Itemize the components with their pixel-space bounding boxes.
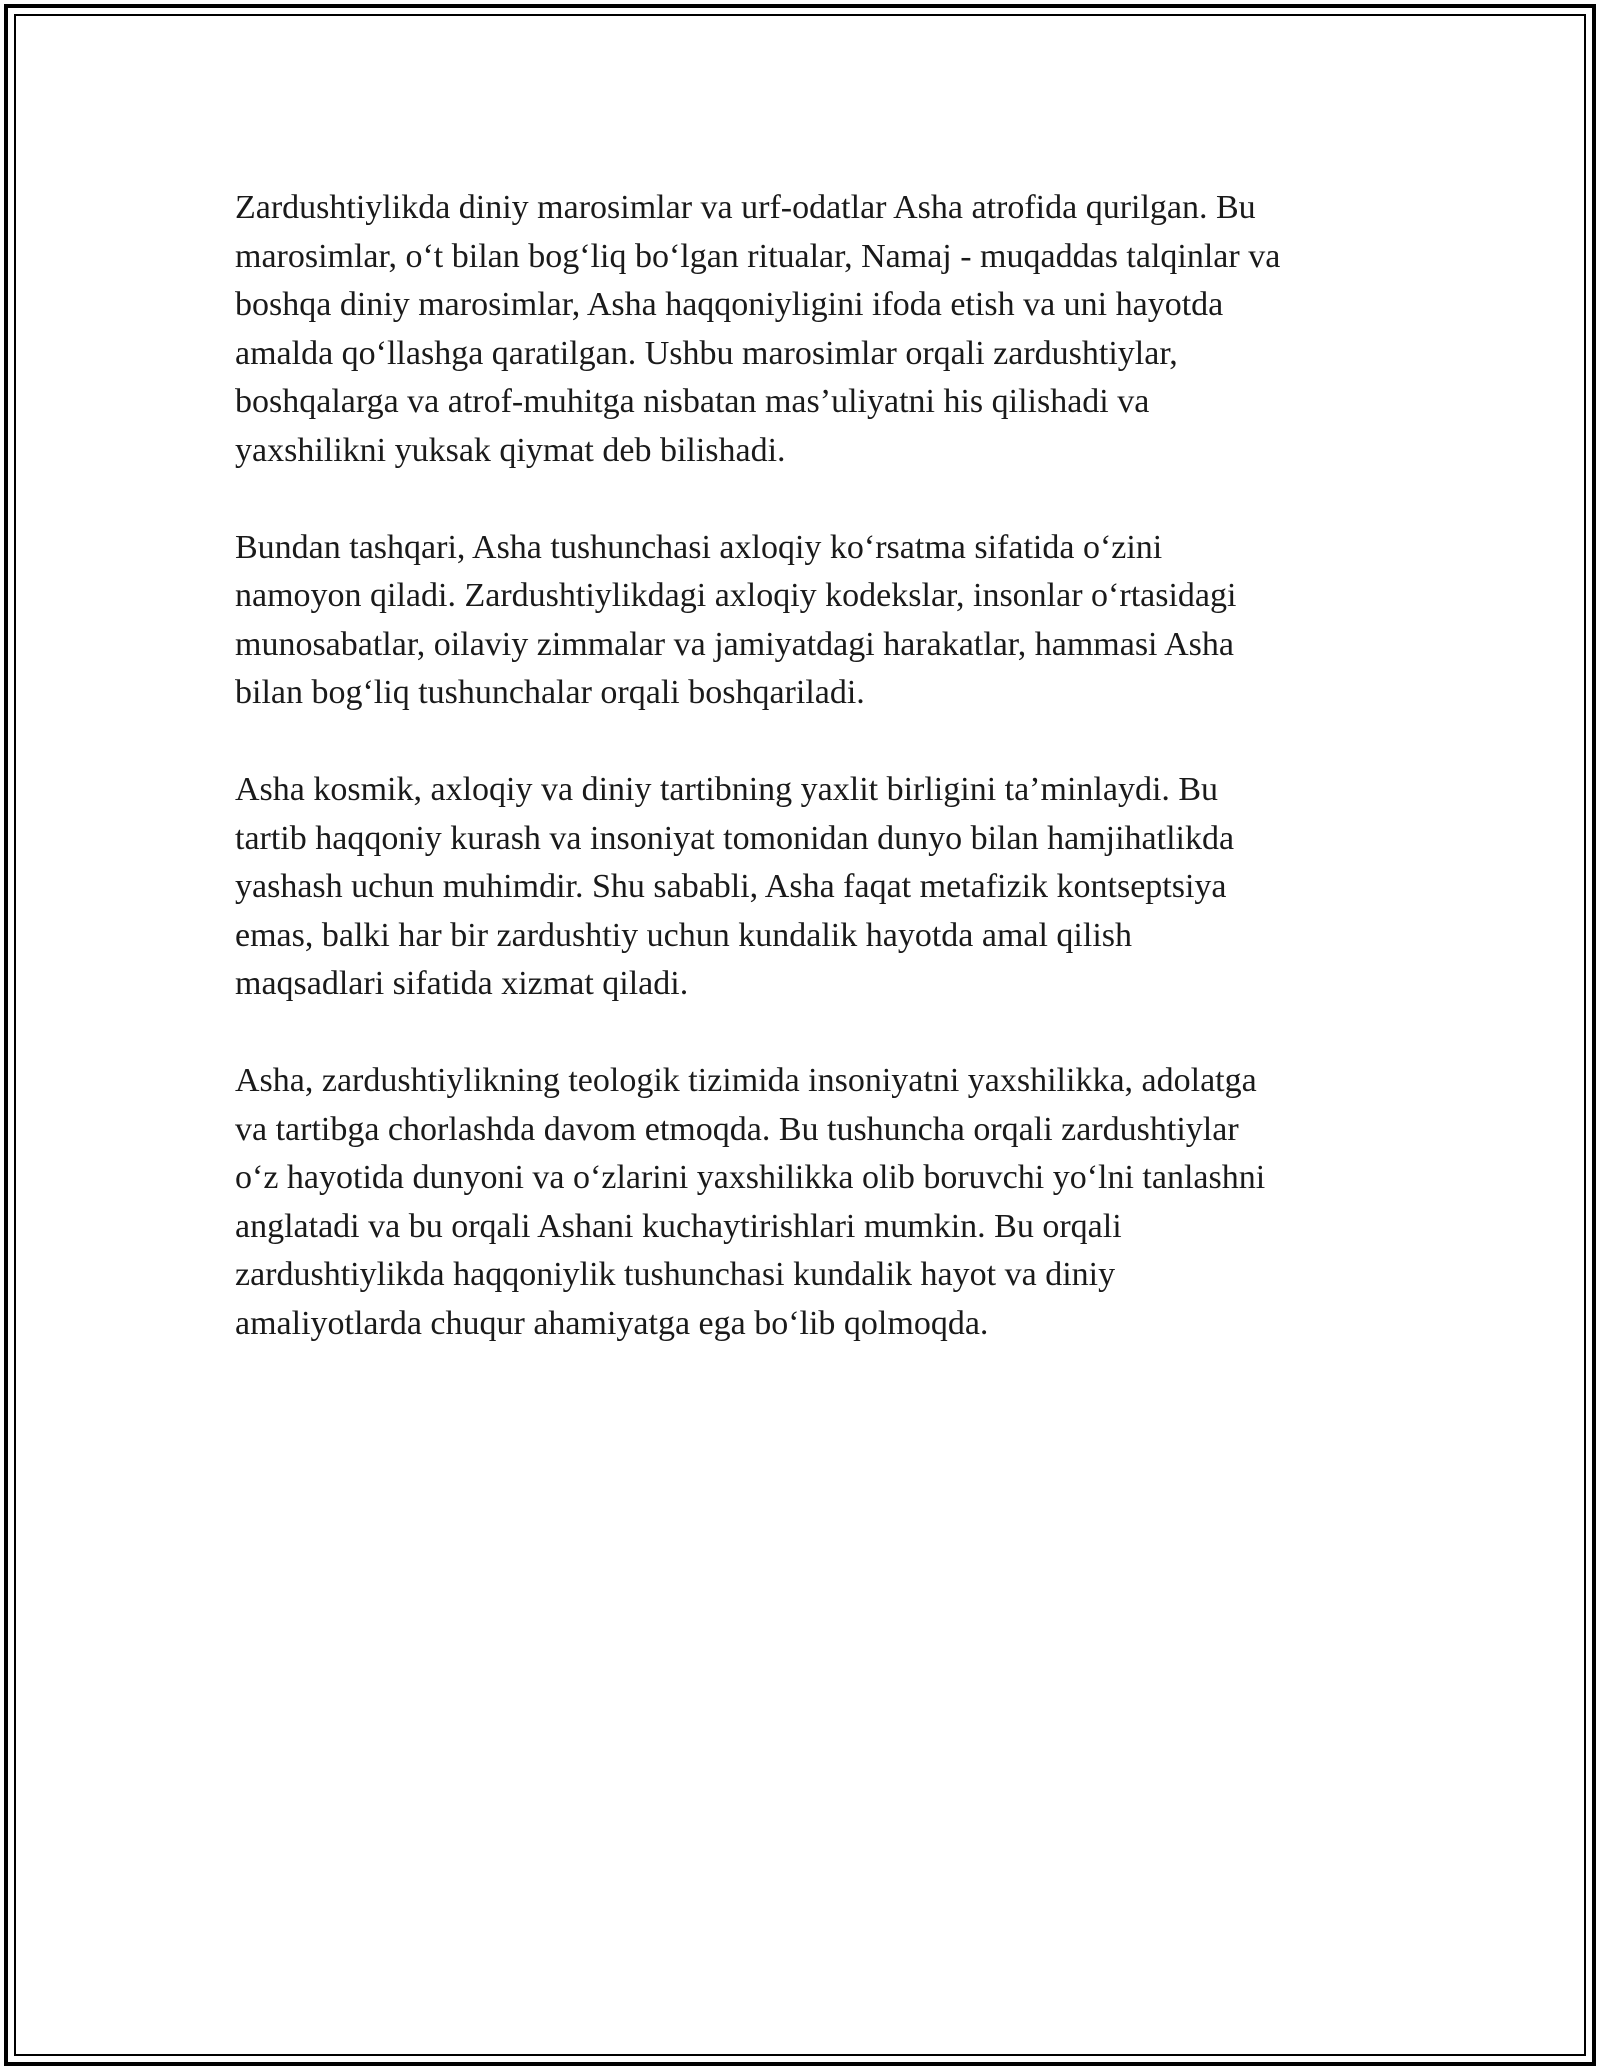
paragraph-line: maqsadlari sifatida xizmat qiladi. bbox=[235, 965, 689, 1002]
paragraph-line: zardushtiylikda haqqoniylik tushunchasi kundalik hayot va diniy bbox=[235, 1256, 1116, 1293]
paragraph-4 bbox=[235, 1057, 1385, 1348]
paragraph-line: anglatadi va bu orqali Ashani kuchaytirishlari mumkin. Bu orqali bbox=[235, 1207, 1122, 1245]
paragraph-line: o‘z hayotida dunyoni va o‘zlarini yaxshilikka olib boruvchi yo‘lni tanlashni bbox=[235, 1159, 1266, 1196]
document-body bbox=[235, 184, 1385, 1397]
paragraph-line: va tartibga chorlashda davom etmoqda. Bu tushuncha orqali zardushtiylar bbox=[235, 1110, 1239, 1148]
paragraph-1 bbox=[235, 184, 1385, 475]
paragraph-line: amalda qo‘llashga qaratilgan. Ushbu marosimlar orqali zardushtiylar, bbox=[235, 334, 1178, 372]
paragraph-3 bbox=[235, 766, 1385, 1009]
paragraph-line: bilan bog‘liq tushunchalar orqali boshqariladi. bbox=[235, 674, 865, 711]
paragraph-line: emas, balki har bir zardushtiy uchun kundalik hayotda amal qilish bbox=[235, 916, 1132, 954]
paragraph-2 bbox=[235, 524, 1385, 718]
paragraph-line: namoyon qiladi. Zardushtiylikdagi axloqiy kodekslar, insonlar o‘rtasidagi bbox=[235, 577, 1237, 614]
paragraph-line: yashash uchun muhimdir. Shu sababli, Asha faqat metafizik kontseptsiya bbox=[235, 868, 1227, 905]
paragraph-line: marosimlar, o‘t bilan bog‘liq bo‘lgan ritualar, Namaj - muqaddas talqinlar va bbox=[235, 237, 1281, 275]
paragraph-line: Zardushtiylikda diniy marosimlar va urf-odatlar Asha atrofida qurilgan. Bu bbox=[235, 189, 1256, 226]
paragraph-line: Asha kosmik, axloqiy va diniy tartibning yaxlit birligini ta’minlaydi. Bu bbox=[235, 771, 1219, 808]
paragraph-line: yaxshilikni yuksak qiymat deb bilishadi. bbox=[235, 431, 786, 469]
paragraph-line: munosabatlar, oilaviy zimmalar va jamiyatdagi harakatlar, hammasi Asha bbox=[235, 625, 1234, 663]
paragraph-line: tartib haqqoniy kurash va insoniyat tomonidan dunyo bilan hamjihatlikda bbox=[235, 819, 1235, 857]
paragraph-line: Asha, zardushtiylikning teologik tizimida insoniyatni yaxshilikka, adolatga bbox=[235, 1062, 1257, 1099]
paragraph-line: boshqalarga va atrof-muhitga nisbatan mas’uliyatni his qilishadi va bbox=[235, 383, 1150, 420]
paragraph-line: amaliyotlarda chuqur ahamiyatga ega bo‘lib qolmoqda. bbox=[235, 1304, 989, 1342]
paragraph-line: boshqa diniy marosimlar, Asha haqqoniyligini ifoda etish va uni hayotda bbox=[235, 286, 1224, 323]
paragraph-line: Bundan tashqari, Asha tushunchasi axloqiy ko‘rsatma sifatida o‘zini bbox=[235, 528, 1163, 566]
